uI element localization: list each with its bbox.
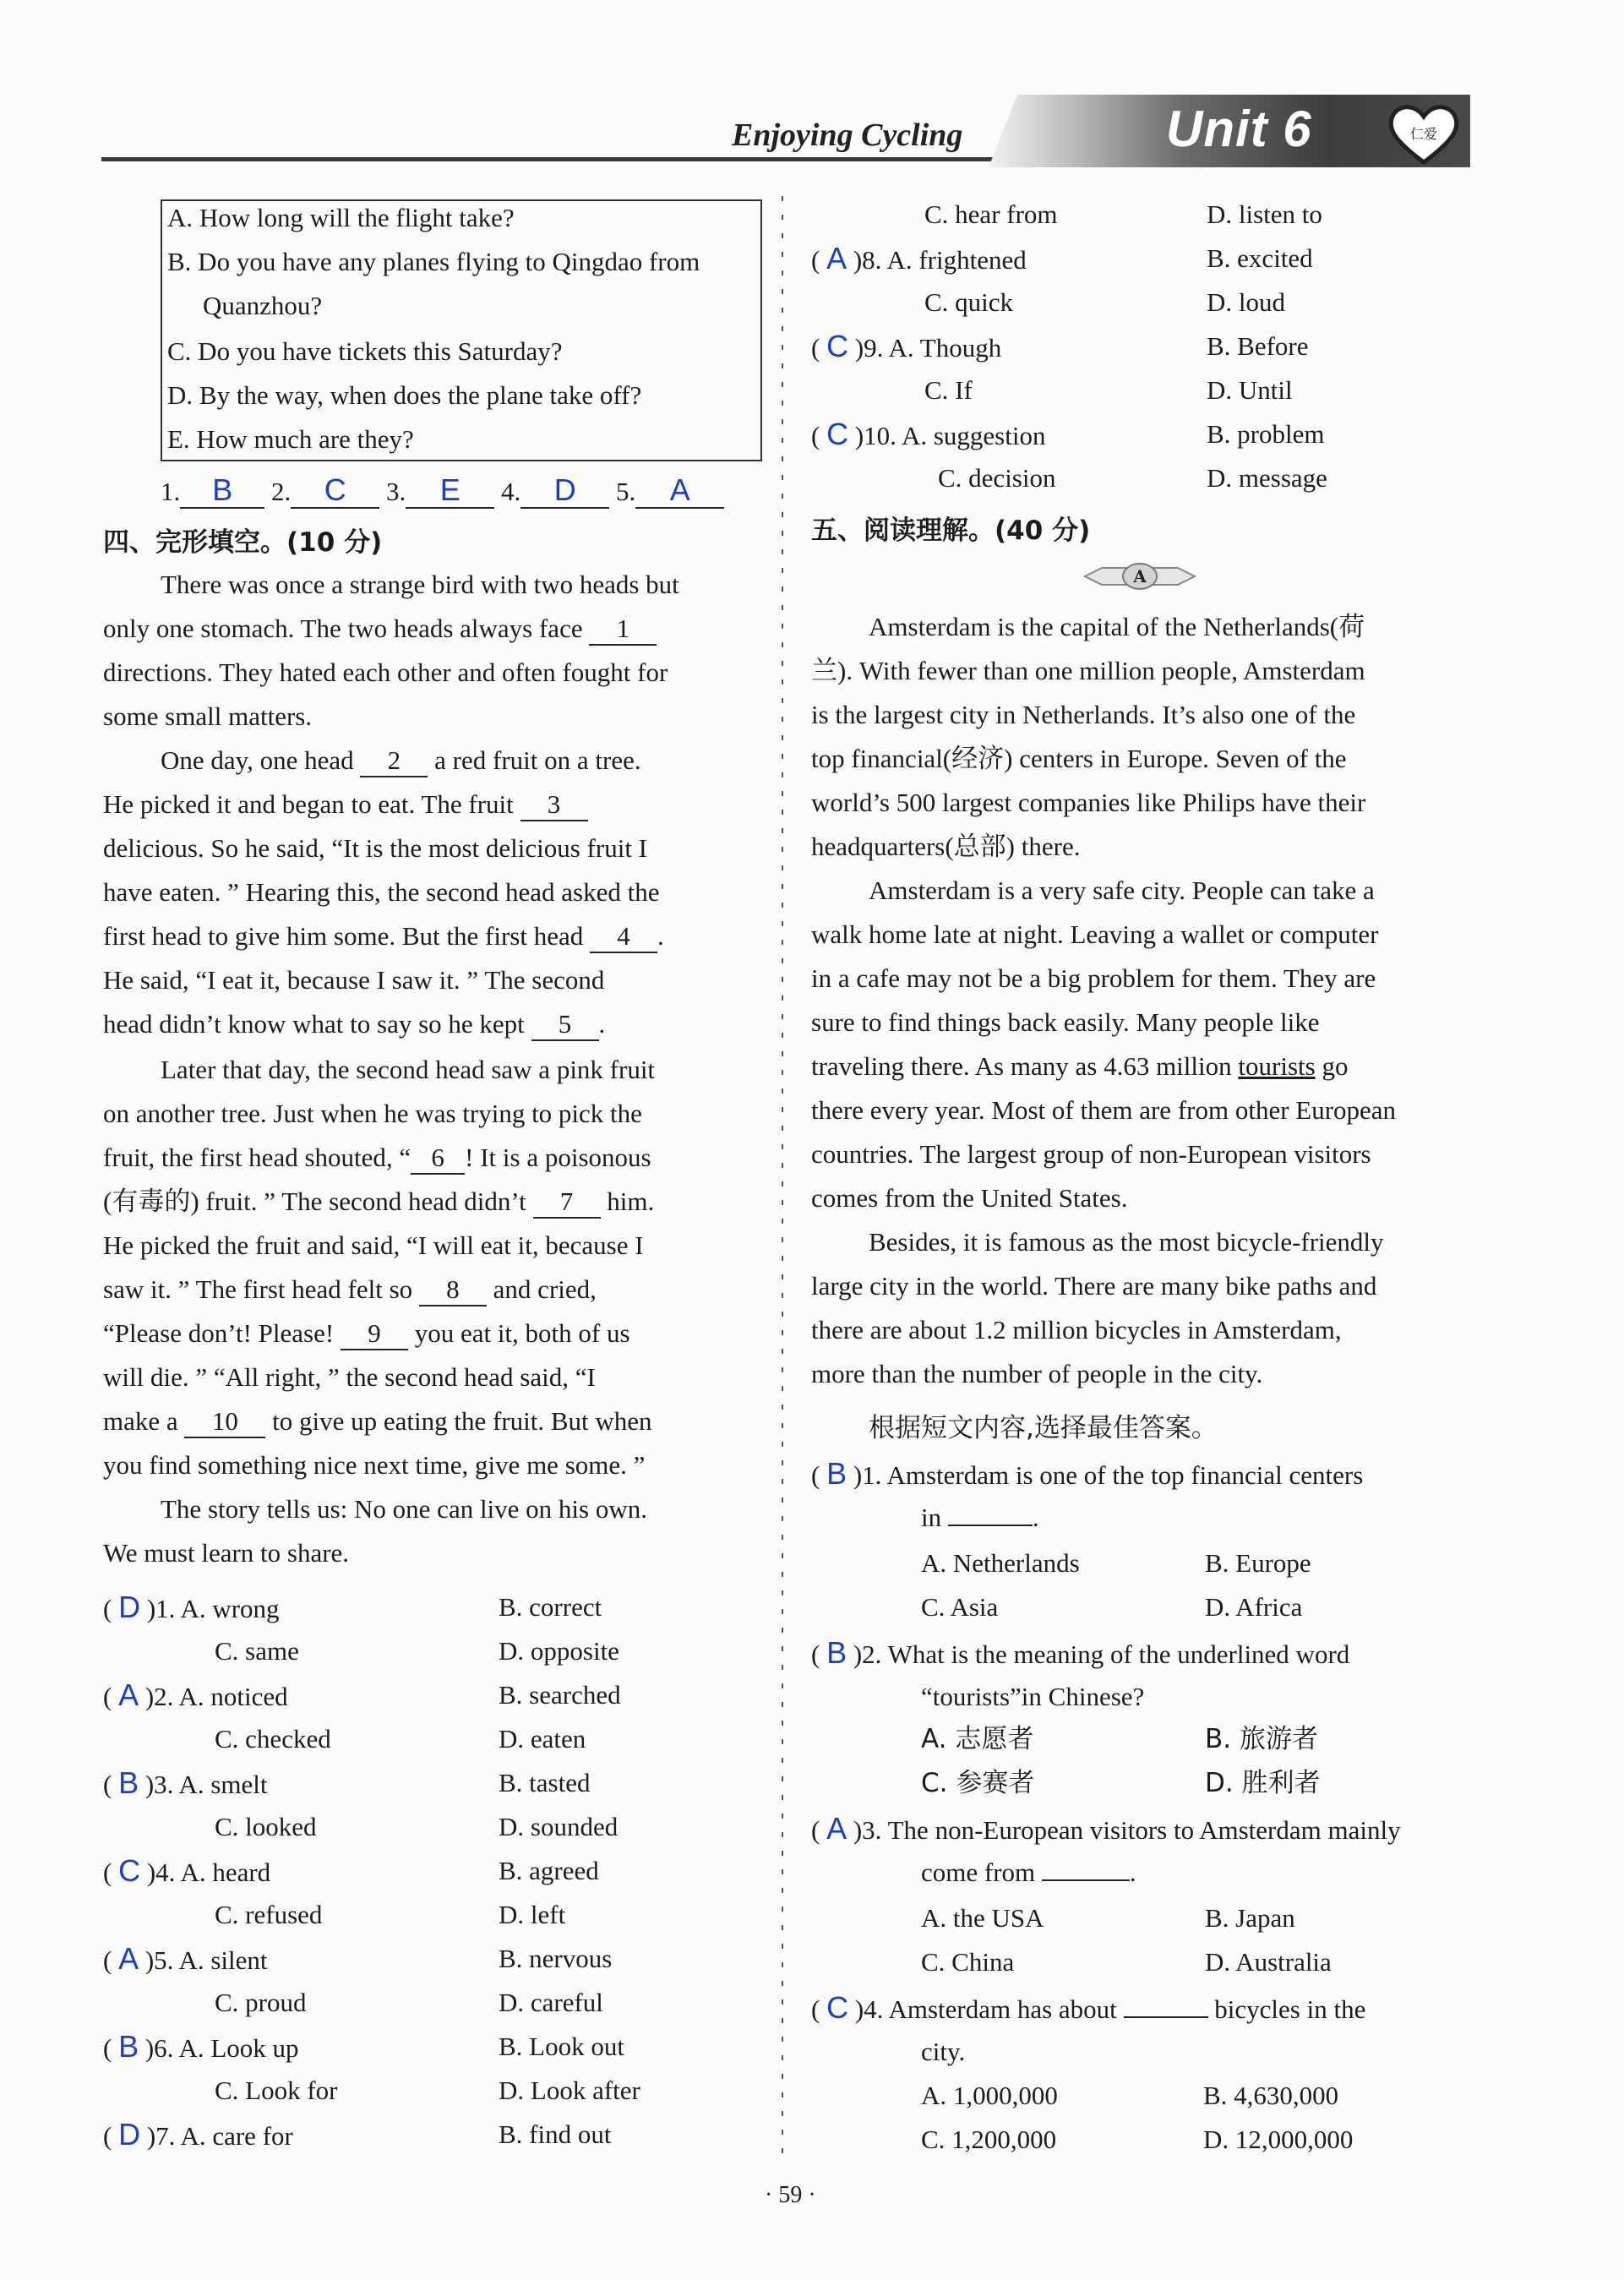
question-row: ( B )3. A. smelt xyxy=(103,1765,268,1800)
option: C. 参赛者 xyxy=(921,1768,1035,1798)
question-row: ( B )2. What is the meaning of the underlined word xyxy=(811,1635,1350,1670)
option: B. Before xyxy=(1207,331,1309,361)
cloze-line: make a 10 to give up eating the fruit. But when xyxy=(103,1399,652,1443)
cloze-line: head didn’t know what to say so he kept 5 . xyxy=(103,1002,605,1046)
question-row: ( A )3. The non-European visitors to Amsterdam mainly xyxy=(811,1811,1401,1846)
cloze-line: saw it. ” The first head felt so 8 and cried, xyxy=(103,1268,597,1312)
passage-line: sure to find things back easily. Many people like xyxy=(811,1007,1320,1037)
question-row: ( C )9. A. Though xyxy=(811,329,1002,363)
passage-line: traveling there. As many as 4.63 million tourists go xyxy=(811,1051,1349,1081)
underlined-word: tourists xyxy=(1238,1051,1316,1081)
option-line: E. How much are they? xyxy=(167,424,414,454)
cloze-line: (有毒的) fruit. ” The second head didn’t 7 him. xyxy=(103,1180,654,1224)
option: C. Look for xyxy=(215,2075,338,2105)
question-row: ( B )6. A. Look up xyxy=(103,2029,299,2064)
option: B. agreed xyxy=(499,1856,599,1885)
column-divider xyxy=(782,196,783,2157)
page-number: · 59 · xyxy=(765,2182,816,2208)
option: C. proud xyxy=(215,1988,307,2017)
option-line: B. Do you have any planes flying to Qingdao from xyxy=(167,247,700,276)
option: C. checked xyxy=(215,1724,331,1754)
cloze-line: Later that day, the second head saw a pink fruit xyxy=(161,1055,656,1084)
option: D. careful xyxy=(499,1988,603,2017)
option-line: Quanzhou? xyxy=(203,291,323,320)
option: B. correct xyxy=(499,1592,602,1622)
cloze-line: you find something nice next time, give me some. ” xyxy=(103,1450,646,1480)
cloze-line: fruit, the first head shouted, “ 6 ! It is a poisonous xyxy=(103,1136,651,1180)
passage-line: walk home late at night. Leaving a wallet or computer xyxy=(811,919,1379,949)
option-line: D. By the way, when does the plane take off? xyxy=(167,380,642,410)
option: D. 胜利者 xyxy=(1205,1768,1321,1798)
cloze-line: directions. They hated each other and often fought for xyxy=(103,657,668,687)
option: D. message xyxy=(1207,463,1327,493)
cloze-line: delicious. So he said, “It is the most delicious fruit I xyxy=(103,833,648,863)
cloze-line: only one stomach. The two heads always face 1 xyxy=(103,607,657,651)
cloze-line: He said, “I eat it, because I saw it. ” The second xyxy=(103,965,605,995)
option: B. Europe xyxy=(1205,1548,1311,1578)
option: D. Australia xyxy=(1205,1947,1332,1977)
cloze-line: “Please don’t! Please! 9 you eat it, both of us xyxy=(103,1312,630,1355)
option: C. looked xyxy=(215,1812,317,1841)
option: D. Africa xyxy=(1205,1592,1303,1622)
option-line: C. Do you have tickets this Saturday? xyxy=(167,336,563,366)
passage-line: headquarters(总部) there. xyxy=(811,832,1081,861)
option: C. decision xyxy=(938,463,1056,493)
passage-line: top financial(经济) centers in Europe. Seven of the xyxy=(811,744,1347,773)
option: D. listen to xyxy=(1207,199,1322,229)
reading-instruction: 根据短文内容,选择最佳答案。 xyxy=(869,1413,1218,1443)
option: B. nervous xyxy=(499,1944,613,1973)
option: B. excited xyxy=(1207,243,1313,273)
option: B. tasted xyxy=(499,1768,591,1797)
cloze-line: first head to give him some. But the first head 4 . xyxy=(103,914,664,958)
cloze-line: We must learn to share. xyxy=(103,1538,350,1568)
option: B. find out xyxy=(499,2119,612,2149)
reading-heading: 五、阅读理解。(40 分) xyxy=(811,515,1091,546)
option-line: A. How long will the flight take? xyxy=(167,203,515,232)
passage-line: Amsterdam is the capital of the Netherlands(荷 xyxy=(869,612,1365,641)
heart-logo-icon xyxy=(1386,100,1462,167)
cloze-heading: 四、完形填空。(10 分) xyxy=(103,527,383,558)
question-stem: come from . xyxy=(921,1857,1136,1887)
cloze-line: He picked the fruit and said, “I will eat it, because I xyxy=(103,1230,644,1260)
dialog-answers: 1. B 2. C 3. E 4. D 5. A xyxy=(161,470,724,514)
question-stem: in . xyxy=(921,1503,1039,1532)
option: B. 旅游者 xyxy=(1205,1724,1318,1754)
badge-letter: A xyxy=(1133,566,1147,586)
passage-line: there are about 1.2 million bicycles in Amsterdam, xyxy=(811,1315,1342,1345)
option: D. 12,000,000 xyxy=(1203,2125,1354,2154)
passage-line: Amsterdam is a very safe city. People can take a xyxy=(869,875,1375,905)
option: B. Look out xyxy=(499,2032,624,2061)
option: D. Look after xyxy=(499,2075,640,2105)
question-stem: city. xyxy=(921,2037,966,2066)
passage-line: large city in the world. There are many bike paths and xyxy=(811,1271,1377,1301)
cloze-line: some small matters. xyxy=(103,701,313,731)
option: C. hear from xyxy=(924,199,1058,229)
option: C. 1,200,000 xyxy=(921,2125,1057,2154)
unit-title: Unit 6 xyxy=(1166,101,1312,157)
option: A. 志愿者 xyxy=(921,1724,1034,1754)
cloze-line: on another tree. Just when he was trying to pick the xyxy=(103,1099,642,1128)
cloze-line: The story tells us: No one can live on his own. xyxy=(161,1494,647,1524)
question-row: ( D )1. A. wrong xyxy=(103,1590,280,1624)
question-row: ( D )7. A. care for xyxy=(103,2117,293,2152)
option: D. eaten xyxy=(499,1724,586,1754)
option: B. searched xyxy=(499,1680,621,1710)
option: C. same xyxy=(215,1636,299,1666)
option: C. Asia xyxy=(921,1592,999,1622)
passage-line: more than the number of people in the city. xyxy=(811,1359,1263,1388)
cloze-line: There was once a strange bird with two heads but xyxy=(161,570,679,599)
question-row: ( C )4. Amsterdam has about bicycles in the xyxy=(811,1990,1366,2025)
passage-line: there every year. Most of them are from other European xyxy=(811,1095,1397,1125)
option: D. sounded xyxy=(499,1812,619,1841)
option: C. China xyxy=(921,1947,1015,1977)
header-subtitle: Enjoying Cycling xyxy=(732,117,963,153)
option: B. Japan xyxy=(1205,1903,1295,1933)
question-row: ( C )4. A. heard xyxy=(103,1853,271,1888)
passage-line: in a cafe may not be a big problem for them. They are xyxy=(811,963,1376,993)
question-row: ( A )8. A. frightened xyxy=(811,241,1027,275)
question-row: ( A )5. A. silent xyxy=(103,1941,268,1976)
cloze-line: One day, one head 2 a red fruit on a tree. xyxy=(161,739,641,783)
header-rule xyxy=(101,157,1022,161)
option: C. quick xyxy=(924,287,1014,317)
logo-text: 仁爱 xyxy=(1409,126,1438,142)
option: D. loud xyxy=(1207,287,1285,317)
option: A. 1,000,000 xyxy=(921,2081,1058,2110)
passage-a-badge xyxy=(1083,561,1196,592)
question-row: ( A )2. A. noticed xyxy=(103,1677,288,1712)
option: C. If xyxy=(924,375,973,405)
passage-line: world’s 500 largest companies like Philips have their xyxy=(811,788,1366,817)
option: B. problem xyxy=(1207,419,1325,449)
passage-line: countries. The largest group of non-European visitors xyxy=(811,1139,1371,1169)
question-row: ( C )10. A. suggestion xyxy=(811,417,1046,451)
option: B. 4,630,000 xyxy=(1203,2081,1339,2110)
passage-line: is the largest city in Netherlands. It’s also one of the xyxy=(811,700,1356,729)
option: C. refused xyxy=(215,1900,323,1929)
cloze-line: will die. ” “All right, ” the second head said, “I xyxy=(103,1362,596,1392)
option: D. Until xyxy=(1207,375,1293,405)
option: A. the USA xyxy=(921,1903,1044,1933)
cloze-line: He picked it and began to eat. The fruit 3 xyxy=(103,783,588,826)
passage-line: 兰). With fewer than one million people, Amsterdam xyxy=(811,656,1365,685)
question-row: ( B )1. Amsterdam is one of the top financial centers xyxy=(811,1456,1364,1491)
option: A. Netherlands xyxy=(921,1548,1080,1578)
question-stem: “tourists”in Chinese? xyxy=(921,1682,1145,1711)
option: D. left xyxy=(499,1900,566,1929)
passage-line: comes from the United States. xyxy=(811,1183,1128,1213)
passage-line: Besides, it is famous as the most bicycle-friendly xyxy=(869,1227,1384,1257)
option: D. opposite xyxy=(499,1636,619,1666)
cloze-line: have eaten. ” Hearing this, the second head asked the xyxy=(103,877,660,907)
